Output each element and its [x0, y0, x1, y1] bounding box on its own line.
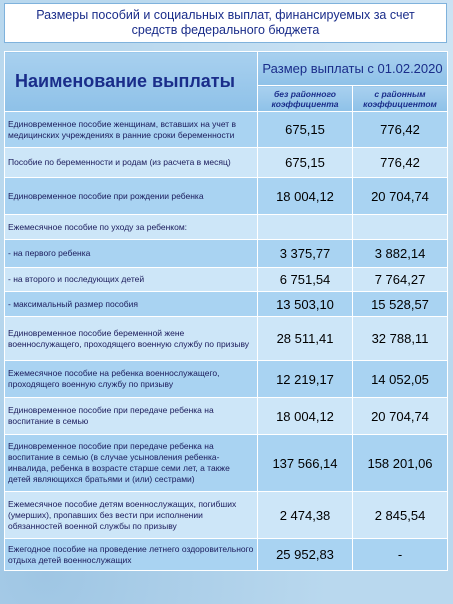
table-row [5, 435, 448, 492]
column-header-without-coefficient: без районного коэффициента [258, 86, 353, 112]
page-title-text: Размеры пособий и социальных выплат, финансируемых за счет средств федерального бюджета [36, 8, 415, 37]
table-row [5, 268, 448, 292]
row-value-with: 32 788,11 [353, 317, 448, 361]
row-value-with [353, 215, 448, 240]
row-value-with: 20 704,74 [353, 178, 448, 215]
column-header-with-coefficient: с районным коэффициентом [353, 86, 448, 112]
row-value-with: 776,42 [353, 112, 448, 148]
column-header-size: Размер выплаты с 01.02.2020 [258, 52, 448, 86]
row-value-with: 3 882,14 [353, 240, 448, 268]
row-value-with: 20 704,74 [353, 398, 448, 435]
row-value-without: 13 503,10 [258, 292, 353, 317]
row-name: Единовременное пособие при передаче ребенка на воспитание в семью (в случае усыновления ребенка-инвалида, ребенка в возрасте старше семи лет, а также детей являющихся братьями и (или) сестрами) [5, 435, 258, 492]
table-row [5, 317, 448, 361]
table-row [5, 361, 448, 398]
column-header-name: Наименование выплаты [5, 52, 258, 112]
row-name: Ежемесячное пособие на ребенка военнослужащего, проходящего военную службу по призыву [5, 361, 258, 398]
row-name: Единовременное пособие женщинам, вставших на учет в медицинских учреждениях в ранние сроки беременности [5, 112, 258, 148]
row-value-without: 25 952,83 [258, 539, 353, 571]
row-value-with: 158 201,06 [353, 435, 448, 492]
table-row [5, 492, 448, 539]
row-name: - на второго и последующих детей [5, 268, 258, 292]
row-name: - максимальный размер пособия [5, 292, 258, 317]
row-value-without: 12 219,17 [258, 361, 353, 398]
row-value-with: 2 845,54 [353, 492, 448, 539]
row-name: Единовременное пособие при передаче ребенка на воспитание в семью [5, 398, 258, 435]
table-row [5, 398, 448, 435]
table-row [5, 292, 448, 317]
table-row [5, 240, 448, 268]
row-value-without: 675,15 [258, 112, 353, 148]
row-value-with: 14 052,05 [353, 361, 448, 398]
row-name: Ежемесячное пособие детям военнослужащих, погибших (умерших), пропавших без вести при исполнении обязанностей военной службы по призыву [5, 492, 258, 539]
row-name: Единовременное пособие при рождении ребенка [5, 178, 258, 215]
table-row [5, 112, 448, 148]
row-value-without: 18 004,12 [258, 178, 353, 215]
table-row [5, 148, 448, 178]
table-row [5, 178, 448, 215]
row-value-with: 7 764,27 [353, 268, 448, 292]
row-value-without [258, 215, 353, 240]
row-value-with: 776,42 [353, 148, 448, 178]
row-value-without: 28 511,41 [258, 317, 353, 361]
page-title [4, 3, 447, 43]
row-value-without: 3 375,77 [258, 240, 353, 268]
table-row [5, 215, 448, 240]
row-value-without: 137 566,14 [258, 435, 353, 492]
table-row [5, 539, 448, 571]
row-value-without: 6 751,54 [258, 268, 353, 292]
row-name: Единовременное пособие беременной жене военнослужащего, проходящего военную службу по призыву [5, 317, 258, 361]
row-name: Пособие по беременности и родам (из расчета в месяц) [5, 148, 258, 178]
row-name: Ежегодное пособие на проведение летнего оздоровительного отдыха детей военнослужащих [5, 539, 258, 571]
row-value-without: 18 004,12 [258, 398, 353, 435]
row-value-with: - [353, 539, 448, 571]
benefits-table [4, 51, 448, 571]
row-name: Ежемесячное пособие по уходу за ребенком: [5, 215, 258, 240]
row-value-without: 2 474,38 [258, 492, 353, 539]
row-value-with: 15 528,57 [353, 292, 448, 317]
row-name: - на первого ребенка [5, 240, 258, 268]
row-value-without: 675,15 [258, 148, 353, 178]
